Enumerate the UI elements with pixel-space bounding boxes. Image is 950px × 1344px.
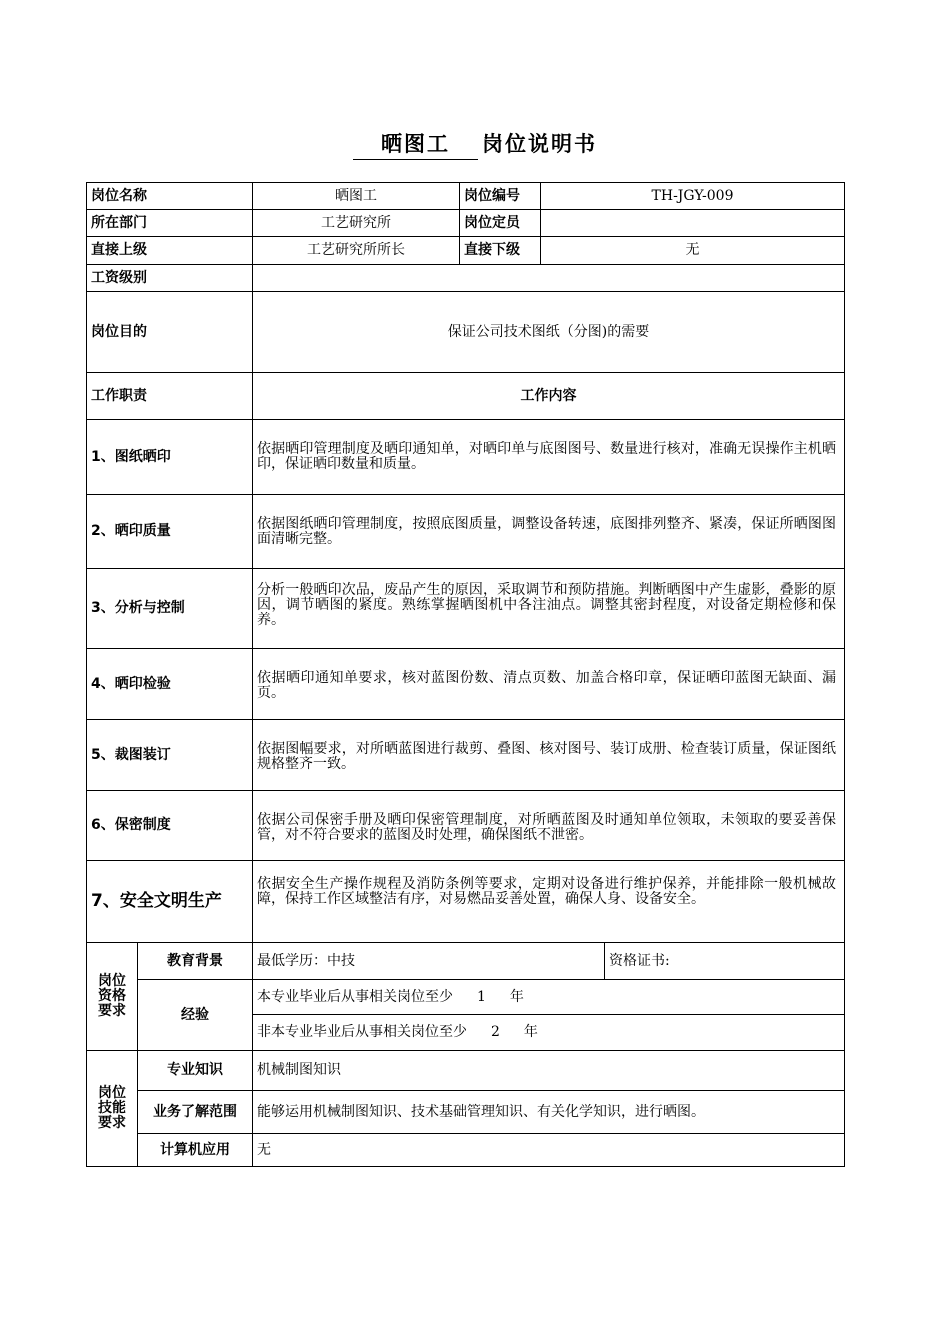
duty-label: 6、保密制度 xyxy=(87,791,253,861)
document-title xyxy=(0,128,950,160)
duties-header-label: 工作职责 xyxy=(87,373,253,420)
salary-label: 工资级别 xyxy=(87,265,253,292)
duty-label: 2、晒印质量 xyxy=(87,495,253,569)
duty-content: 依据图纸晒印管理制度，按照底图质量，调整设备转速，底图排列整齐、紧凑，保证所晒图图面清晰完整。 xyxy=(253,495,845,569)
job-description-table xyxy=(86,182,845,1167)
row-computer xyxy=(87,1134,845,1167)
duty-label: 5、裁图装订 xyxy=(87,720,253,791)
row-dept xyxy=(87,210,845,237)
superior-value: 工艺研究所所长 xyxy=(253,237,460,265)
qualification-group-label: 岗位资格要求 xyxy=(87,943,138,1051)
duty-label: 1、图纸晒印 xyxy=(87,420,253,495)
subordinate-value: 无 xyxy=(541,237,845,265)
subordinate-label: 直接下级 xyxy=(460,237,541,265)
purpose-value: 保证公司技术图纸（分图)的需要 xyxy=(253,292,845,373)
salary-value xyxy=(253,265,845,292)
duty-content: 依据晒印通知单要求，核对蓝图份数、清点页数、加盖合格印章，保证晒印蓝图无缺面、漏页。 xyxy=(253,649,845,720)
skills-group-label: 岗位技能要求 xyxy=(87,1051,138,1167)
row-post-name xyxy=(87,183,845,210)
education-label: 教育背景 xyxy=(138,943,253,980)
row-education xyxy=(87,943,845,980)
duty-label: 7、安全文明生产 xyxy=(87,861,253,943)
post-name-label: 岗位名称 xyxy=(87,183,253,210)
duty-row xyxy=(87,791,845,861)
experience-1: 本专业毕业后从事相关岗位至少 1 年 xyxy=(253,980,845,1015)
purpose-label: 岗位目的 xyxy=(87,292,253,373)
scope-value: 能够运用机械制图知识、技术基础管理知识、有关化学知识，进行晒图。 xyxy=(253,1091,845,1134)
duty-label: 4、晒印检验 xyxy=(87,649,253,720)
staffing-value xyxy=(541,210,845,237)
dept-value: 工艺研究所 xyxy=(253,210,460,237)
staffing-label: 岗位定员 xyxy=(460,210,541,237)
row-scope xyxy=(87,1091,845,1134)
row-superior xyxy=(87,237,845,265)
knowledge-label: 专业知识 xyxy=(138,1051,253,1091)
duty-row xyxy=(87,649,845,720)
computer-value: 无 xyxy=(253,1134,845,1167)
superior-label: 直接上级 xyxy=(87,237,253,265)
experience-2-years: 2 xyxy=(491,1024,500,1040)
duty-content: 依据图幅要求，对所晒蓝图进行裁剪、叠图、核对图号、装订成册、检查装订质量，保证图纸规格整齐一致。 xyxy=(253,720,845,791)
duty-label: 3、分析与控制 xyxy=(87,569,253,649)
post-no-label: 岗位编号 xyxy=(460,183,541,210)
duty-content: 分析一般晒印次品，废品产生的原因，采取调节和预防措施。判断晒图中产生虚影，叠影的原因，调节晒图的紧度。熟练掌握晒图机中各注油点。调整其密封程度，对设备定期检修和保养。 xyxy=(253,569,845,649)
title-suffix: 岗位说明书 xyxy=(482,131,597,156)
duty-content: 依据公司保密手册及晒印保密管理制度，对所晒蓝图及时通知单位领取，未领取的要妥善保管，对不符合要求的蓝图及时处理，确保图纸不泄密。 xyxy=(253,791,845,861)
row-purpose xyxy=(87,292,845,373)
duty-content: 依据晒印管理制度及晒印通知单，对晒印单与底图图号、数量进行核对，准确无误操作主机晒印，保证晒印数量和质量。 xyxy=(253,420,845,495)
experience-1-years: 1 xyxy=(477,988,486,1005)
duty-row xyxy=(87,569,845,649)
post-name-value: 晒图工 xyxy=(253,183,460,210)
dept-label: 所在部门 xyxy=(87,210,253,237)
scope-label: 业务了解范围 xyxy=(138,1091,253,1134)
row-experience-1 xyxy=(87,980,845,1015)
duty-row xyxy=(87,720,845,791)
duty-row xyxy=(87,420,845,495)
duties-header-content: 工作内容 xyxy=(253,373,845,420)
duty-row xyxy=(87,861,845,943)
duty-content: 依据安全生产操作规程及消防条例等要求，定期对设备进行维护保养，并能排除一般机械故障，保持工作区域整洁有序，对易燃品妥善处置，确保人身、设备安全。 xyxy=(253,861,845,943)
row-duties-header xyxy=(87,373,845,420)
education-value: 最低学历：中技 xyxy=(253,943,605,980)
experience-2: 非本专业毕业后从事相关岗位至少 2 年 xyxy=(253,1015,845,1051)
certificate-value: 资格证书: xyxy=(605,943,845,980)
duty-row xyxy=(87,495,845,569)
experience-label: 经验 xyxy=(138,980,253,1051)
knowledge-value: 机械制图知识 xyxy=(253,1051,845,1091)
row-salary xyxy=(87,265,845,292)
computer-label: 计算机应用 xyxy=(138,1134,253,1167)
post-no-value: TH-JGY-009 xyxy=(541,183,845,210)
title-job-name: 晒图工 xyxy=(353,128,478,160)
row-knowledge xyxy=(87,1051,845,1091)
